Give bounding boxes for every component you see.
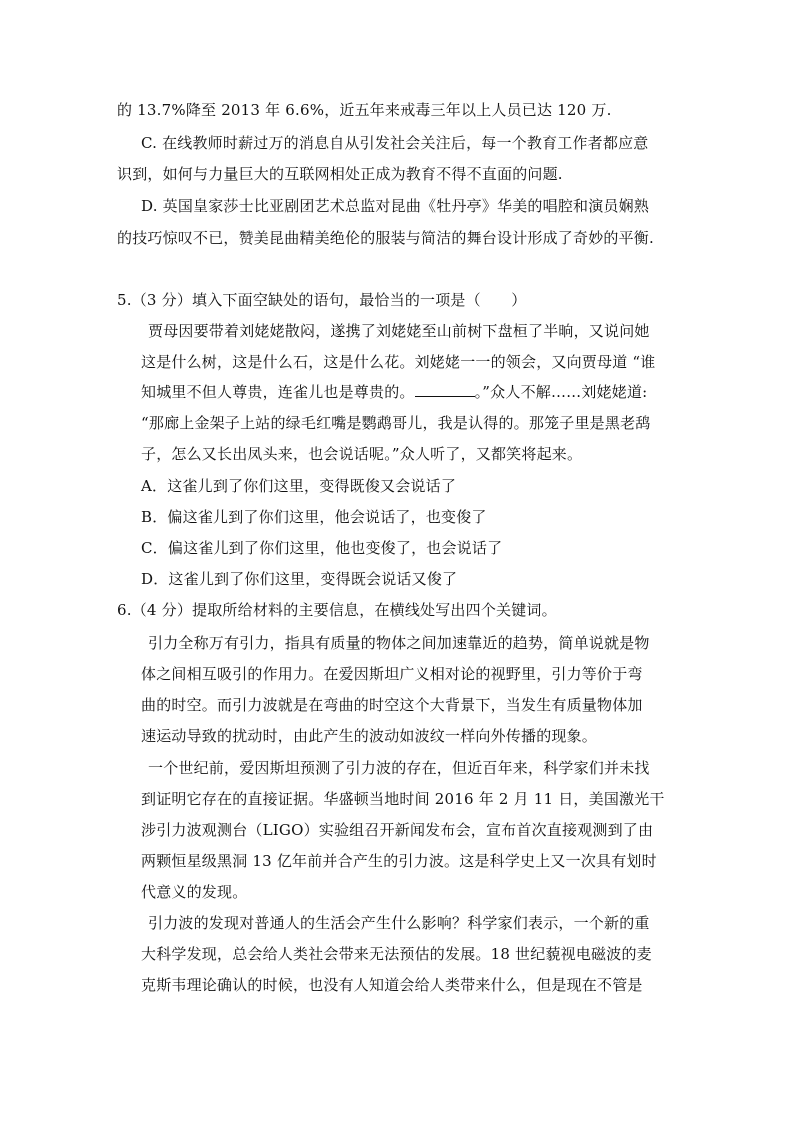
- q5-passage-line3-start: 知城里不但人尊贵，连雀儿也是尊贵的。: [141, 383, 415, 401]
- q5-passage-line3: [141, 382, 647, 402]
- q6-p3-line1: 引力波的发现对普通人的生活会产生什么影响？科学家们表示，一个新的重: [148, 914, 650, 932]
- q4-option-c-line2: 识到，如何与力量巨大的互联网相处正成为教育不得不直面的问题.: [117, 165, 563, 183]
- q5-answer-blank: [415, 382, 475, 397]
- q6-p1-line2: 体之间相互吸引的作用力。在爱因斯坦广义相对论的视野里，引力等价于弯: [141, 665, 643, 683]
- q6-p2-line3: 涉引力波观测台（LIGO）实验组召开新闻发布会，宣布首次直接观测到了由: [141, 821, 654, 839]
- q5-passage-line2: 这是什么树，这是什么石，这是什么花。刘姥姥一一的领会，又向贾母道 “谁: [141, 353, 656, 371]
- q5-stem: 5.（3 分）填入下面空缺处的语句，最恰当的一项是（ ）: [117, 291, 527, 309]
- q5-passage-line3-end: 。”众人不解……刘姥姥道:: [474, 383, 648, 401]
- q6-p1-line1: 引力全称万有引力，指具有质量的物体之间加速靠近的趋势，简单说就是物: [148, 634, 650, 652]
- q5-option-a: A．这雀儿到了你们这里，变得既俊又会说话了: [141, 477, 457, 495]
- q5-option-c: C．偏这雀儿到了你们这里，他也变俊了，也会说话了: [141, 539, 503, 557]
- q6-stem: 6.（4 分）提取所给材料的主要信息，在横线处写出四个关键词。: [117, 601, 557, 619]
- q6-p2-line5: 代意义的发现。: [141, 883, 248, 901]
- q4-option-b-tail: 的 13.7%降至 2013 年 6.6%，近五年来戒毒三年以上人员已达 120 万.: [117, 101, 612, 119]
- q6-p3-line2: 大科学发现，总会给人类社会带来无法预估的发展。18 世纪藐视电磁波的麦: [141, 945, 652, 963]
- q5-option-d: D．这雀儿到了你们这里，变得既会说话又俊了: [141, 570, 458, 588]
- q5-passage-line5: 子，怎么又长出凤头来，也会说话呢。”众人听了，又都笑将起来。: [141, 445, 583, 463]
- q6-p2-line4: 两颗恒星级黑洞 13 亿年前并合产生的引力波。这是科学史上又一次具有划时: [141, 852, 657, 870]
- q4-option-c-line1: C. 在线教师时薪过万的消息自从引发社会关注后，每一个教育工作者都应意: [141, 134, 649, 152]
- q4-option-d-line1: D. 英国皇家莎士比亚剧团艺术总监对昆曲《牡丹亭》华美的唱腔和演员娴熟: [141, 197, 650, 215]
- q6-p2-line1: 一个世纪前，爱因斯坦预测了引力波的存在，但近百年来，科学家们并未找: [148, 759, 650, 777]
- q6-p2-line2: 到证明它存在的直接证据。华盛顿当地时间 2016 年 2 月 11 日，美国激光干: [141, 790, 665, 808]
- q6-p1-line3: 曲的时空。而引力波就是在弯曲的时空这个大背景下，当发生有质量物体加: [141, 696, 643, 714]
- q6-p1-line4: 速运动导致的扰动时，由此产生的波动如波纹一样向外传播的现象。: [141, 727, 598, 745]
- q5-passage-line1: 贾母因要带着刘姥姥散闷，遂携了刘姥姥至山前树下盘桓了半晌，又说问她: [148, 322, 650, 340]
- q6-p3-line3: 克斯韦理论确认的时候，也没有人知道会给人类带来什么，但是现在不管是: [141, 976, 643, 994]
- q5-option-b: B．偏这雀儿到了你们这里，他会说话了，也变俊了: [141, 508, 487, 526]
- q5-passage-line4: “那廊上金架子上站的绿毛红嘴是鹦鹉哥儿，我是认得的。那笼子里是黑老鸹: [141, 414, 651, 432]
- q4-option-d-line2: 的技巧惊叹不已，赞美昆曲精美绝伦的服装与简洁的舞台设计形成了奇妙的平衡.: [117, 229, 654, 247]
